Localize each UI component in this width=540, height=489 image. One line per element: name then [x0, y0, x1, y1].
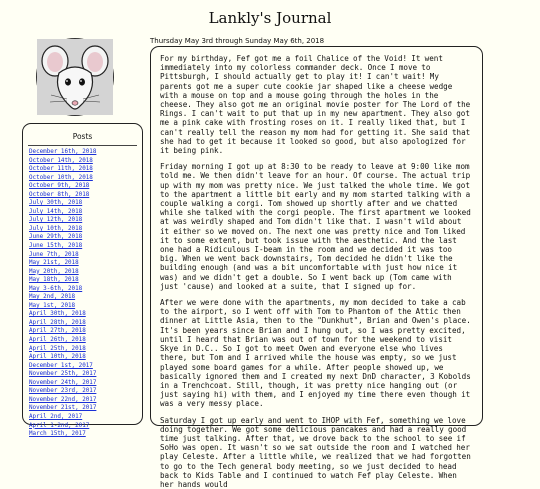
post-link[interactable]: June 7th, 2018 [29, 251, 79, 258]
entry-date-range: Thursday May 3rd through Sunday May 6th, 2018 [150, 37, 325, 45]
posts-list-item [29, 148, 142, 157]
post-link[interactable]: March 15th, 2017 [29, 431, 86, 438]
journal-entry [150, 46, 483, 489]
post-link[interactable]: July 10th, 2018 [29, 225, 83, 232]
posts-list-item [29, 165, 142, 174]
post-link[interactable]: July 30th, 2018 [29, 200, 83, 207]
posts-list-item [29, 319, 142, 328]
post-link[interactable]: May 21st, 2018 [29, 260, 79, 267]
post-link[interactable]: May 2nd, 2018 [29, 294, 76, 301]
posts-list-item [29, 259, 142, 268]
posts-list-item [29, 285, 142, 294]
posts-list-item [29, 233, 142, 242]
entry-paragraph: For my birthday, Fef got me a foil Chalice of the Void! It went immediately into my colorless commander deck. Once I move to Pittsburgh, I should actually get to play it! I can't wait! My parents got me a super cute cookie jar shaped like a cheese wedge with a mouse on top and a mouse going through the holes in the cheese. They also got me an original movie poster for The Lord of the Rings. I can't wait to put that up in my new apartment. They also got me a pink cake with frosting roses on it. I really liked that, but I can't really tell the reason my mom had for getting it. She said that she had to get it because it looked so good, but also apologized for it being pink. [160, 54, 471, 156]
post-link[interactable]: April 10th, 2018 [29, 354, 86, 361]
entry-paragraph: After we were done with the apartments, my mom decided to take a cab to the airport, so I went off with Tom to Phantom of the Attic then dinner at Little Asia, then to the "Dunkhut", Brian and Owen's place. It's been years since Brian and I hung out, so I was pretty excited, until I heard that Brian was out of town for the weekend to visit Skye in D.C.. So I got to meet Owen and everyone else who lives there, but Tom and I arrived while the house was empty, so we just played some board games for a while. After people showed up, we basically ignored them and I created my next DnD character, 3 Kobolds in a Trenchcoat. Still, though, it was pretty nice hanging out (or just saying hi) with them, and I enjoyed my time there even though it was a very messy place. [160, 298, 471, 409]
post-link[interactable]: November 25th, 2017 [29, 371, 97, 378]
posts-list-item [29, 422, 142, 431]
posts-heading: Posts [72, 132, 93, 141]
post-link[interactable]: July 14th, 2018 [29, 208, 83, 215]
posts-list-item [29, 276, 142, 285]
posts-list-item [29, 268, 142, 277]
post-link[interactable]: June 29th, 2018 [29, 234, 83, 241]
posts-list-item [29, 199, 142, 208]
posts-list-item [29, 353, 142, 362]
post-link[interactable]: November 22nd, 2017 [29, 396, 97, 403]
post-link[interactable]: November 24th, 2017 [29, 379, 97, 386]
posts-list [23, 148, 142, 439]
sidebar [22, 38, 145, 438]
posts-list-item [29, 404, 142, 413]
avatar [36, 38, 114, 116]
posts-list-item [29, 336, 142, 345]
posts-list-item [29, 396, 142, 405]
posts-list-item [29, 362, 142, 371]
post-link[interactable]: April 30th, 2018 [29, 311, 86, 318]
rat-avatar-icon [37, 39, 113, 115]
posts-list-item [29, 242, 142, 251]
posts-list-item [29, 310, 142, 319]
post-link[interactable]: May 18th, 2018 [29, 277, 79, 284]
post-link[interactable]: April 28th, 2018 [29, 319, 86, 326]
post-link[interactable]: December 1st, 2017 [29, 362, 93, 369]
posts-list-item [29, 379, 142, 388]
posts-list-item [29, 413, 142, 422]
post-link[interactable]: November 23rd, 2017 [29, 388, 97, 395]
post-link[interactable]: April 26th, 2018 [29, 337, 86, 344]
post-link[interactable]: June 15th, 2018 [29, 243, 83, 250]
posts-list-item [29, 293, 142, 302]
post-link[interactable]: October 11th, 2018 [29, 166, 93, 173]
post-link[interactable]: May 1st, 2018 [29, 302, 76, 309]
posts-list-item [29, 345, 142, 354]
post-link[interactable]: May 20th, 2018 [29, 268, 79, 275]
posts-list-item [29, 387, 142, 396]
entry-paragraph: Saturday I got up early and went to IHOP with Fef, something we love doing together. We got some delicious pancakes and had a really good time just talking. After that, we drove back to the school to see if SoHo was open. It wasn't so we sat outside the room and I watched her play Celeste. After a little while, we realized that we had forgotten to go to the Tech general body meeting, so we just decided to head back to Kids Table and I continued to watch Fef play Celeste. When her hands would [160, 415, 471, 489]
posts-list-item [29, 208, 142, 217]
posts-list-item [29, 191, 142, 200]
posts-list-item [29, 182, 142, 191]
post-link[interactable]: July 12th, 2018 [29, 217, 83, 224]
post-link[interactable]: October 14th, 2018 [29, 157, 93, 164]
posts-panel [22, 123, 143, 438]
post-link[interactable]: April 27th, 2018 [29, 328, 86, 335]
posts-list-item [29, 157, 142, 166]
posts-list-item [29, 251, 142, 260]
post-link[interactable]: April 25th, 2018 [29, 345, 86, 352]
post-link[interactable]: May 3-6th, 2018 [29, 285, 83, 292]
post-link[interactable]: October 8th, 2018 [29, 191, 90, 198]
posts-divider [28, 145, 137, 146]
posts-list-item [29, 225, 142, 234]
post-link[interactable]: December 16th, 2018 [29, 149, 97, 155]
post-link[interactable]: October 9th, 2018 [29, 183, 90, 190]
posts-list-item [29, 370, 142, 379]
posts-list-item [29, 302, 142, 311]
posts-list-item [29, 174, 142, 183]
post-link[interactable]: April 2nd, 2017 [29, 413, 83, 420]
site-title: Lankly's Journal [208, 9, 332, 27]
post-link[interactable]: April 1-2nd, 2017 [29, 422, 90, 429]
post-link[interactable]: October 10th, 2018 [29, 174, 93, 181]
posts-list-item [29, 430, 142, 439]
posts-list-item [29, 216, 142, 225]
posts-list-item [29, 327, 142, 336]
entry-paragraph: Friday morning I got up at 8:30 to be ready to leave at 9:00 like mom told me. We then didn't leave for an hour. Of course. The actual trip up with my mom was pretty nice. We just talked the whole time. We got to the apartment a little bit early and my mom started talking with a couple walking a corgi. Tom showed up shortly after and we chatted while she talked with the corgi people. The first apartment we looked at was weirdly shaped and Tom didn't like that. I wasn't wild about it either so we moved on. The next one was pretty nice and Tom liked it to some extent, but took issue with the aesthetic. And the last one had a Ridiculous I-beam in the room and we decided it was too big. When we went back downstairs, Tom decided he didn't like the building enough (and was a bit uncomfortable with just how nice it was) and we didn't get a double. So I went back up (Tom came with just 'cause) and looked at a suite, that I signed up for. [160, 162, 471, 291]
post-link[interactable]: November 21st, 2017 [29, 405, 97, 412]
